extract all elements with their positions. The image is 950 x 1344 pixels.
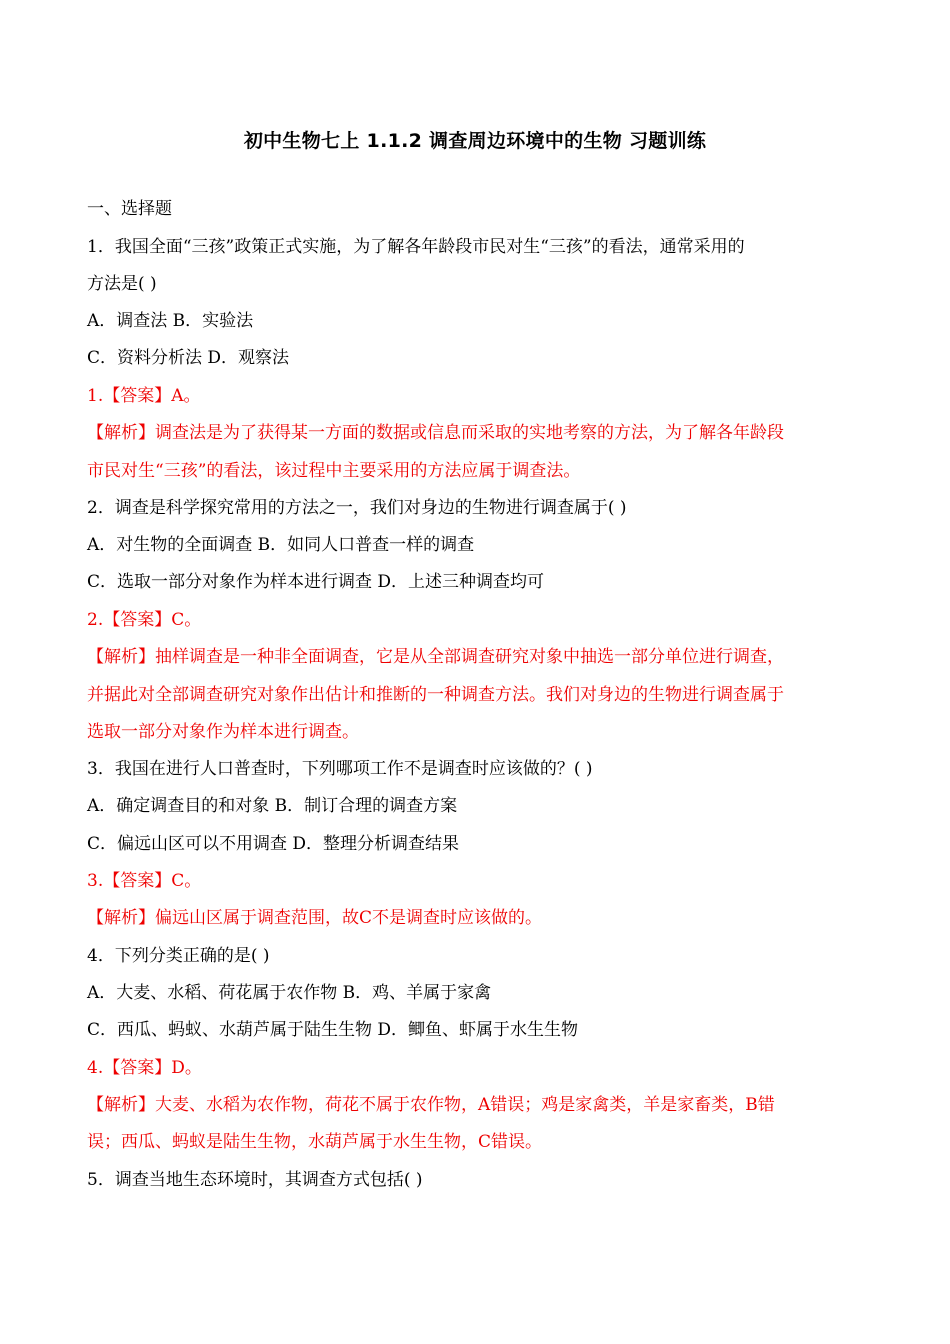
section-heading: 一、选择题: [87, 199, 172, 219]
page-title: 初中生物七上 1.1.2 调查周边环境中的生物 习题训练: [243, 130, 707, 152]
q3-stem: 3．我国在进行人口普查时，下列哪项工作不是调查时应该做的？( ): [87, 759, 593, 779]
q1-options-cd: C．资料分析法 D．观察法: [87, 348, 290, 368]
q3-options-ab: A．确定调查目的和对象 B．制订合理的调查方案: [87, 796, 458, 816]
q2-stem: 2．调查是科学探究常用的方法之一，我们对身边的生物进行调查属于( ): [87, 498, 627, 518]
q1-options-ab: A．调查法 B．实验法: [87, 311, 254, 331]
q3-analysis-line1: 【解析】偏远山区属于调查范围，故C不是调查时应该做的。: [87, 908, 543, 928]
q4-stem: 4．下列分类正确的是( ): [87, 946, 270, 966]
q2-analysis-line2: 并据此对全部调查研究对象作出估计和推断的一种调查方法。我们对身边的生物进行调查属于: [87, 685, 784, 705]
q1-answer: 1.【答案】A。: [87, 386, 201, 406]
q2-options-cd: C．选取一部分对象作为样本进行调查 D．上述三种调查均可: [87, 572, 545, 592]
q1-analysis-line2: 市民对生“三孩”的看法，该过程中主要采用的方法应属于调查法。: [87, 461, 581, 481]
q4-answer: 4.【答案】D。: [87, 1058, 202, 1078]
q2-analysis-line3: 选取一部分对象作为样本进行调查。: [87, 722, 359, 742]
q4-analysis-line1: 【解析】大麦、水稻为农作物，荷花不属于农作物，A错误；鸡是家禽类，羊是家畜类，B错: [87, 1095, 775, 1115]
q1-analysis-line1: 【解析】调查法是为了获得某一方面的数据或信息而采取的实地考察的方法，为了解各年龄段: [87, 423, 784, 443]
q1-stem-line1: 1．我国全面“三孩”政策正式实施，为了解各年龄段市民对生“三孩”的看法，通常采用的: [87, 237, 745, 257]
q3-answer: 3.【答案】C。: [87, 871, 202, 891]
q2-analysis-line1: 【解析】抽样调查是一种非全面调查，它是从全部调查研究对象中抽选一部分单位进行调查，: [87, 647, 784, 667]
q5-stem: 5．调查当地生态环境时，其调查方式包括( ): [87, 1170, 423, 1190]
q1-stem-line2: 方法是( ): [87, 274, 157, 294]
q4-options-cd: C．西瓜、蚂蚁、水葫芦属于陆生生物 D．鲫鱼、虾属于水生生物: [87, 1020, 579, 1040]
q2-answer: 2.【答案】C。: [87, 610, 202, 630]
q2-options-ab: A．对生物的全面调查 B．如同人口普查一样的调查: [87, 535, 475, 555]
q4-analysis-line2: 误；西瓜、蚂蚁是陆生生物，水葫芦属于水生生物，C错误。: [87, 1132, 543, 1152]
q3-options-cd: C．偏远山区可以不用调查 D．整理分析调查结果: [87, 834, 460, 854]
q4-options-ab: A．大麦、水稻、荷花属于农作物 B．鸡、羊属于家禽: [87, 983, 492, 1003]
